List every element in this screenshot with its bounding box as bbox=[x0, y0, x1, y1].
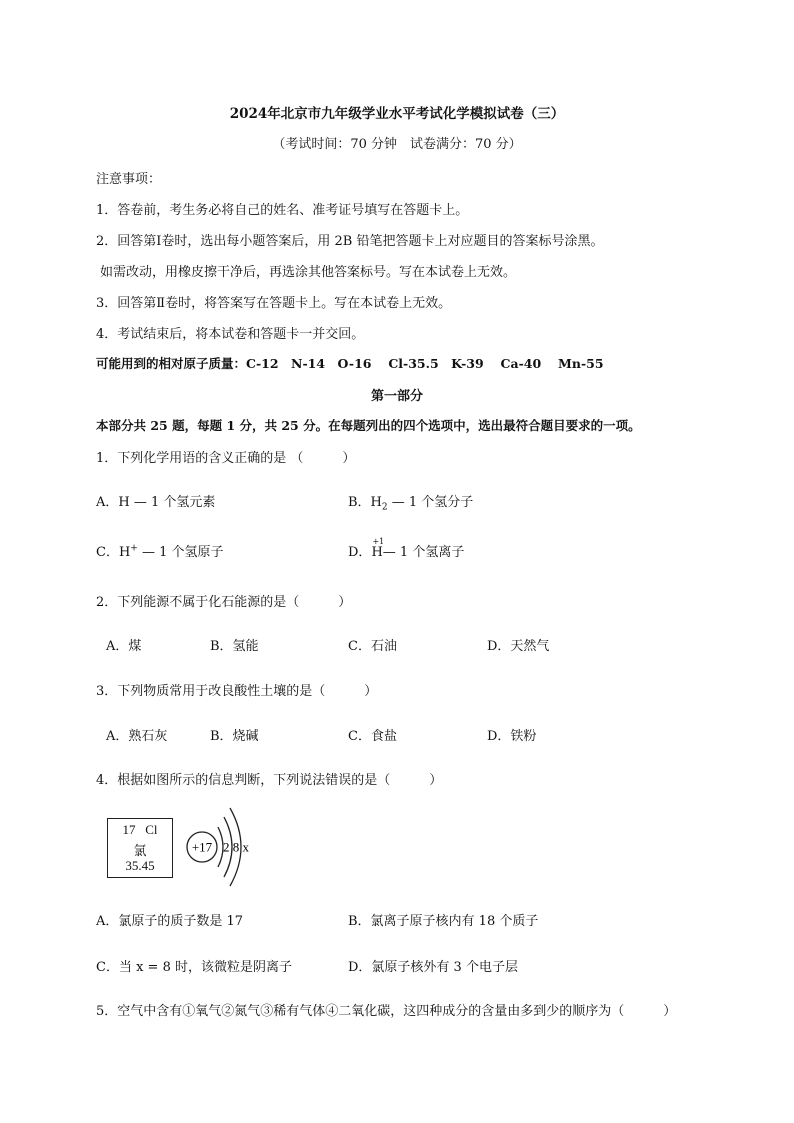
part1-heading: 第一部分 bbox=[370, 389, 423, 404]
q2-option-a: A．煤 bbox=[106, 639, 142, 654]
nucleus-charge: +17 bbox=[191, 839, 213, 855]
atomic-masses: 可能用到的相对原子质量：C-12 N-14 O-16 Cl-35.5 K-39 Ca-40 Mn-55 bbox=[96, 356, 604, 371]
q2-option-d: D．天然气 bbox=[487, 639, 550, 654]
notice-item-2: 2．回答第Ⅰ卷时，选出每小题答案后，用 2B 铅笔把答题卡上对应题目的答案标号涂黑。 bbox=[96, 234, 604, 249]
part1-instructions: 本部分共 25 题，每题 1 分，共 25 分。在每题列出的四个选项中，选出最符合题目要求的一项。 bbox=[96, 418, 641, 433]
q1-option-c: C．H+ — 1 个氢原子 bbox=[96, 543, 224, 560]
q4-option-d: D．氯原子核外有 3 个电子层 bbox=[348, 960, 518, 975]
exam-subtitle: （考试时间：70 分钟 试卷满分：70 分） bbox=[272, 137, 522, 152]
element-symbol: Cl bbox=[145, 822, 158, 837]
q4-option-b: B．氯离子原子核内有 18 个质子 bbox=[348, 914, 539, 929]
q2-option-b: B．氢能 bbox=[210, 639, 259, 654]
q4-option-c: C．当 x = 8 时，该微粒是阴离子 bbox=[96, 960, 292, 975]
q2-stem: 2．下列能源不属于化石能源的是（ ） bbox=[96, 595, 352, 610]
notice-item-3: 3．回答第Ⅱ卷时，将答案写在答题卡上。写在本试卷上无效。 bbox=[96, 296, 452, 311]
notice-item-4: 4．考试结束后，将本试卷和答题卡一并交回。 bbox=[96, 327, 365, 342]
q3-option-b: B．烧碱 bbox=[210, 729, 259, 744]
q1-option-b: B．$H_2$ — 1 个氢分子 bbox=[348, 495, 474, 513]
exam-title: 2024年北京市九年级学业水平考试化学模拟试卷（三） bbox=[229, 106, 565, 122]
periodic-table-cell bbox=[107, 818, 173, 878]
q3-option-a: A．熟石灰 bbox=[106, 729, 168, 744]
q2-option-c: C．石油 bbox=[348, 639, 397, 654]
notice-heading: 注意事项： bbox=[96, 172, 162, 187]
atomic-structure-diagram bbox=[184, 805, 264, 887]
notice-item-2-cont: 如需改动，用橡皮擦干净后，再选涂其他答案标号。写在本试卷上无效。 bbox=[100, 265, 517, 280]
q1-option-a: A．H — 1 个氢元素 bbox=[96, 495, 216, 510]
q1-option-d: D． +1 H— 1 个氢离子 bbox=[348, 537, 465, 560]
notice-item-1: 1．答卷前，考生务必将自己的姓名、准考证号填写在答题卡上。 bbox=[96, 203, 469, 218]
element-mass: 35.45 bbox=[125, 858, 155, 873]
q3-stem: 3．下列物质常用于改良酸性土壤的是（ ） bbox=[96, 684, 378, 699]
q4-option-a: A．氯原子的质子数是 17 bbox=[96, 914, 244, 929]
electron-counts: 2 8 x bbox=[223, 839, 249, 855]
element-number: 17 bbox=[122, 822, 136, 837]
q3-option-c: C．食盐 bbox=[348, 729, 397, 744]
q5-stem: 5．空气中含有①氧气②氮气③稀有气体④二氧化碳，这四种成分的含量由多到少的顺序为（ ） bbox=[96, 1004, 677, 1019]
q3-option-d: D．铁粉 bbox=[487, 729, 537, 744]
q1-stem: 1．下列化学用语的含义正确的是 （ ） bbox=[96, 451, 356, 466]
element-name: 氯 bbox=[133, 843, 147, 858]
q4-stem: 4．根据如图所示的信息判断，下列说法错误的是（ ） bbox=[96, 773, 443, 788]
